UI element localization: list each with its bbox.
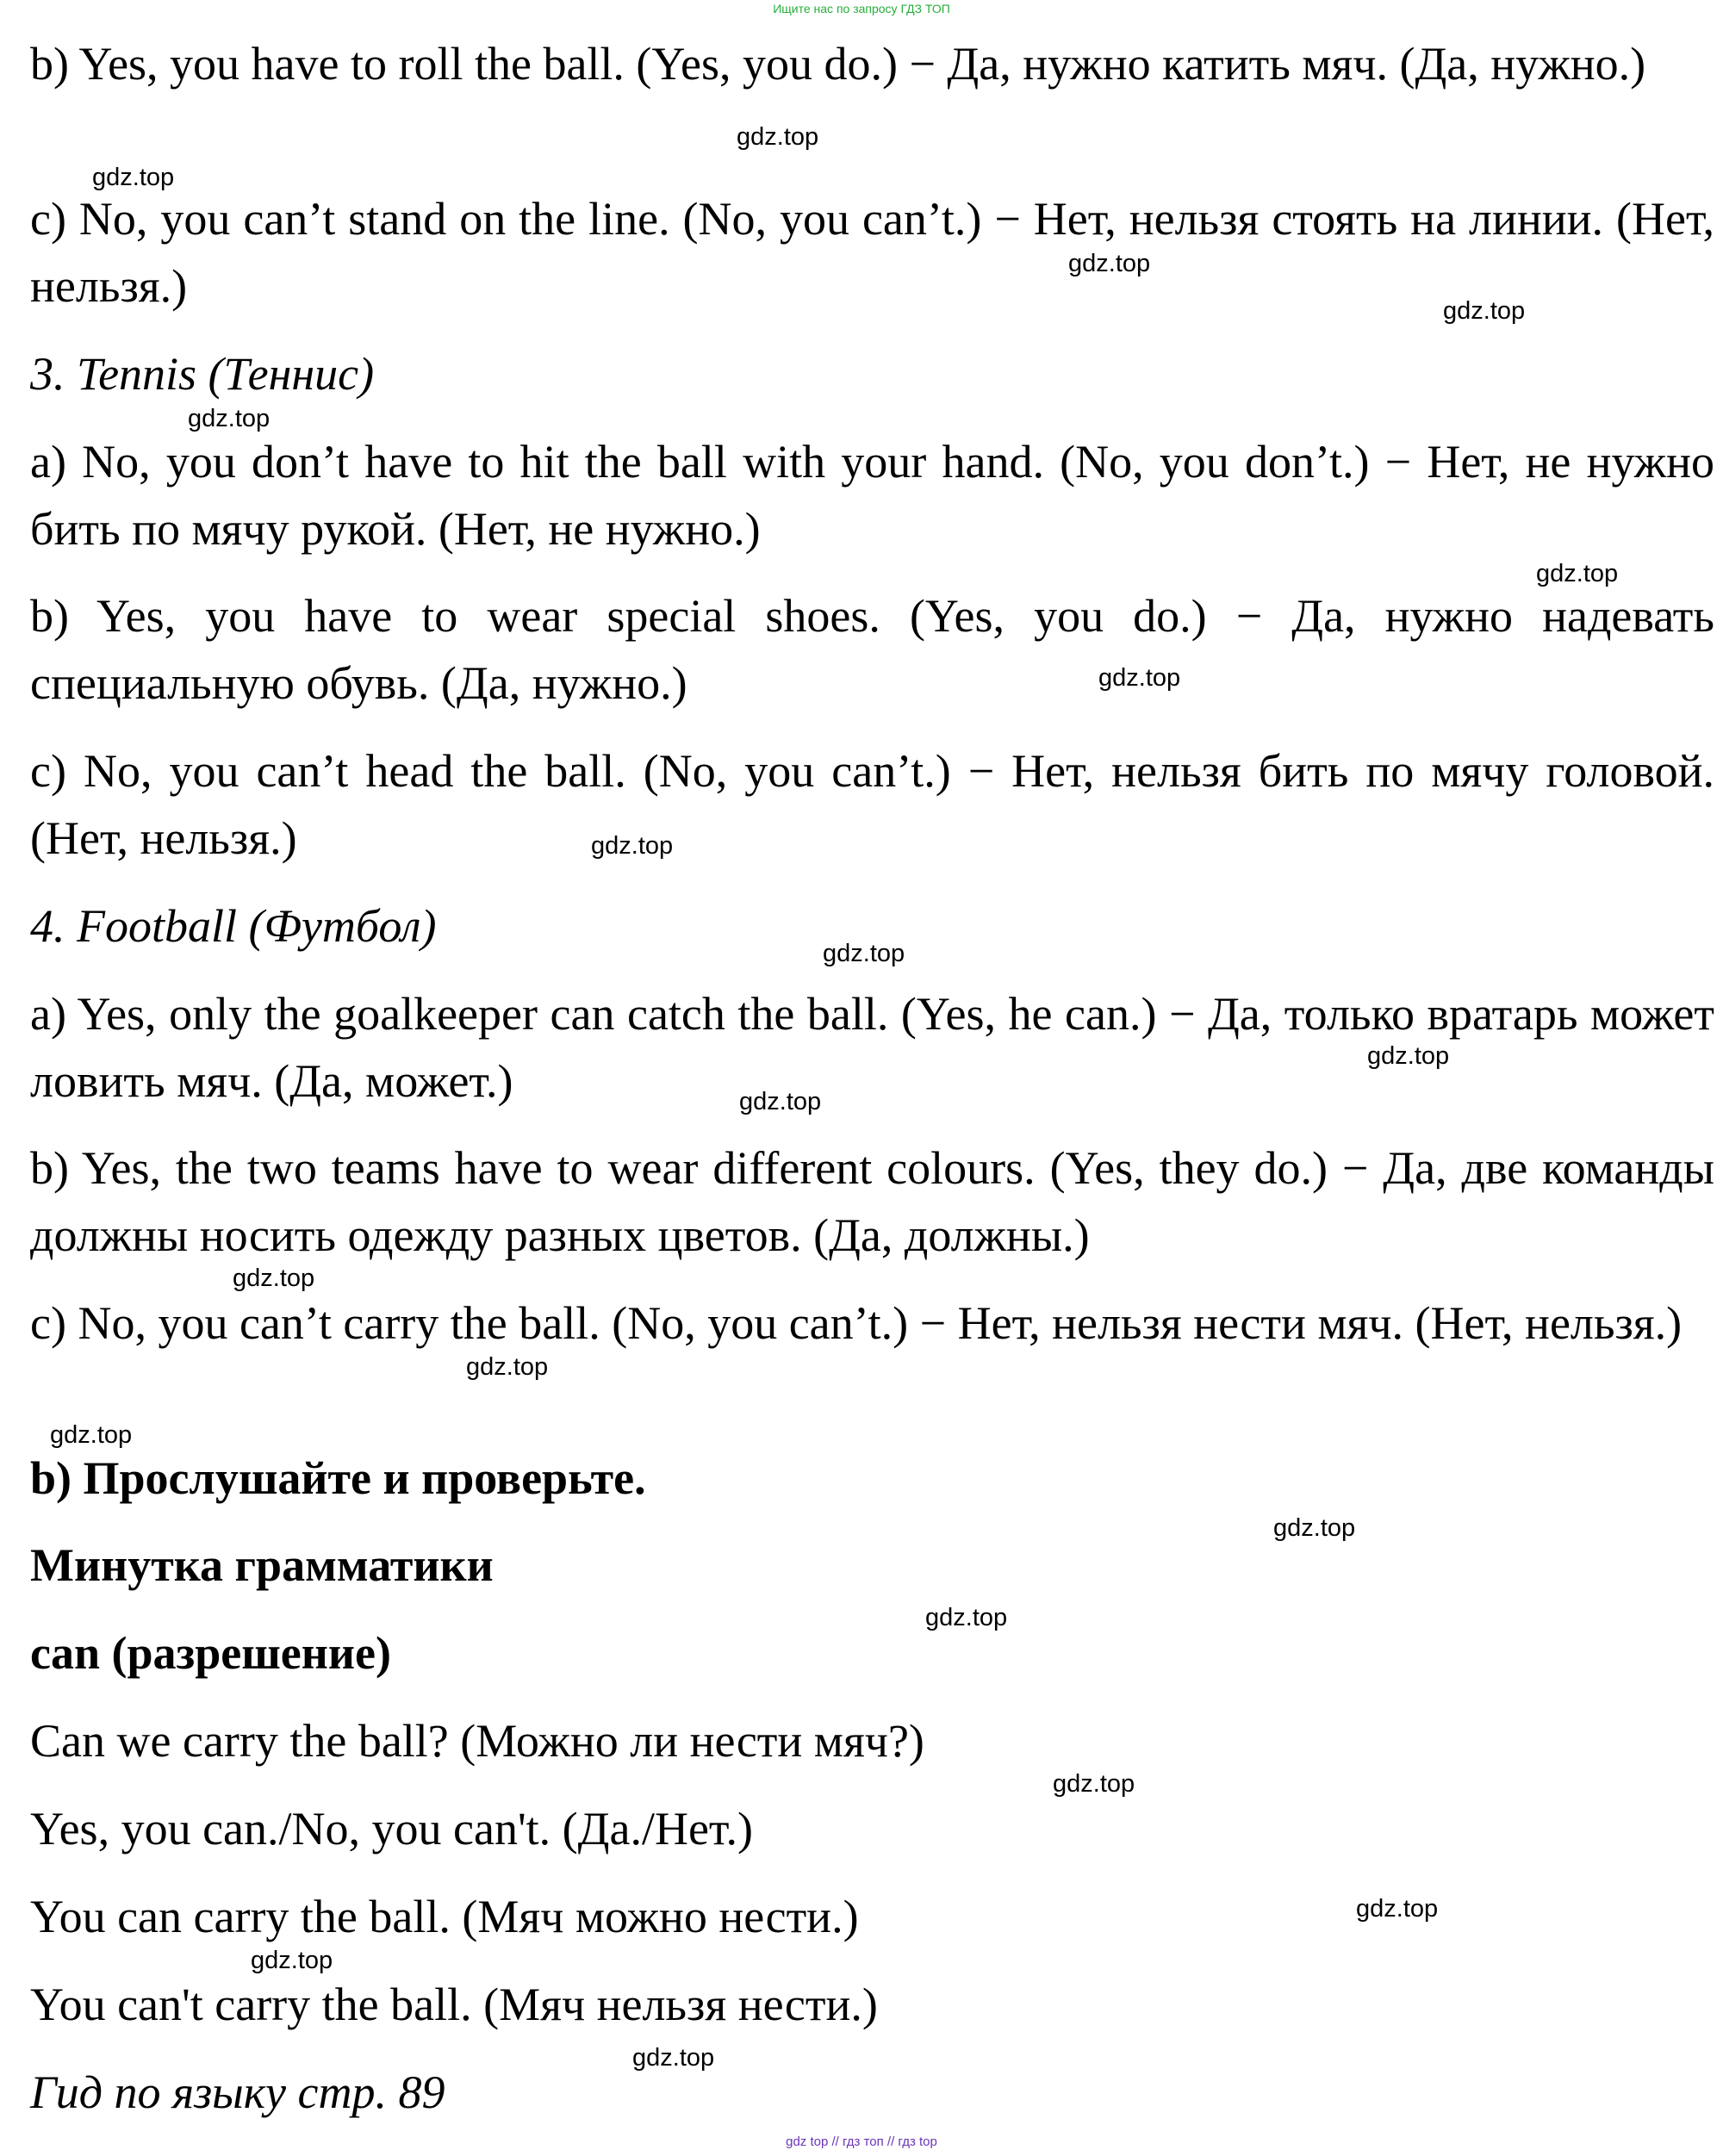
grammar-line-4: You can't carry the ball. (Мяч нельзя нести.)	[30, 1979, 878, 2030]
answer-3a: a) No, you don’t have to hit the ball with your hand. (No, you don’t.) − Нет, не нужно бить по мячу рукой. (Нет, не нужно.)	[30, 436, 1714, 555]
watermark: gdz.top	[1367, 1042, 1450, 1070]
heading-football: 4. Football (Футбол)	[30, 900, 437, 952]
watermark: gdz.top	[925, 1604, 1008, 1631]
watermark: gdz.top	[1536, 560, 1619, 587]
watermark: gdz.top	[823, 940, 905, 967]
watermark: gdz.top	[1053, 1770, 1135, 1798]
top-banner: Ищите нас по запросу ГДЗ ТОП	[773, 2, 950, 16]
grammar-subtitle: can (разрешение)	[30, 1627, 391, 1679]
watermark: gdz.top	[50, 1421, 133, 1449]
watermark: gdz.top	[1443, 297, 1526, 325]
watermark: gdz.top	[92, 164, 175, 191]
grammar-line-3: You can carry the ball. (Мяч можно нести.)	[30, 1891, 859, 1942]
watermark: gdz.top	[591, 832, 674, 860]
watermark: gdz.top	[251, 1947, 333, 1974]
language-guide-ref: Гид по языку стр. 89	[30, 2066, 445, 2118]
watermark: gdz.top	[233, 1264, 315, 1292]
heading-tennis: 3. Tennis (Теннис)	[30, 348, 375, 400]
watermark: gdz.top	[1098, 664, 1181, 692]
task-b-heading: b) Прослушайте и проверьте.	[30, 1452, 646, 1504]
watermark: gdz.top	[1068, 250, 1151, 277]
watermark: gdz.top	[1356, 1895, 1439, 1923]
answer-4a: a) Yes, only the goalkeeper can catch the ball. (Yes, he can.) − Да, только вратарь может ловить мяч. (Да, может.)	[30, 988, 1714, 1107]
answer-4c: c) No, you can’t carry the ball. (No, you can’t.) − Нет, нельзя нести мяч. (Нет, нельзя.)	[30, 1297, 1683, 1349]
watermark: gdz.top	[188, 405, 271, 432]
answer-4b: b) Yes, the two teams have to wear different colours. (Yes, they do.) − Да, две команды должны носить одежду разных цветов. (Да, должны.)	[30, 1142, 1714, 1261]
answer-3c: c) No, you can’t head the ball. (No, you can’t.) − Нет, нельзя бить по мячу головой. (Нет, нельзя.)	[30, 745, 1714, 864]
footer-banner: gdz top // гдз топ // гдз top	[786, 2134, 937, 2149]
watermark: gdz.top	[737, 123, 819, 151]
grammar-line-2: Yes, you can./No, you can't. (Да./Нет.)	[30, 1803, 753, 1855]
watermark: gdz.top	[1273, 1514, 1356, 1542]
watermark: gdz.top	[739, 1088, 822, 1115]
answer-2c: c) No, you can’t stand on the line. (No, you can’t.) − Нет, нельзя стоять на линии. (Нет, нельзя.)	[30, 193, 1714, 312]
watermark: gdz.top	[466, 1353, 549, 1381]
grammar-line-1: Can we carry the ball? (Можно ли нести мяч?)	[30, 1715, 924, 1767]
grammar-title: Минутка грамматики	[30, 1539, 494, 1591]
answer-3b: b) Yes, you have to wear special shoes. (Yes, you do.) − Да, нужно надевать специальную обувь. (Да, нужно.)	[30, 590, 1714, 709]
answer-2b: b) Yes, you have to roll the ball. (Yes, you do.) − Да, нужно катить мяч. (Да, нужно.)	[30, 38, 1646, 90]
watermark: gdz.top	[632, 2044, 715, 2072]
